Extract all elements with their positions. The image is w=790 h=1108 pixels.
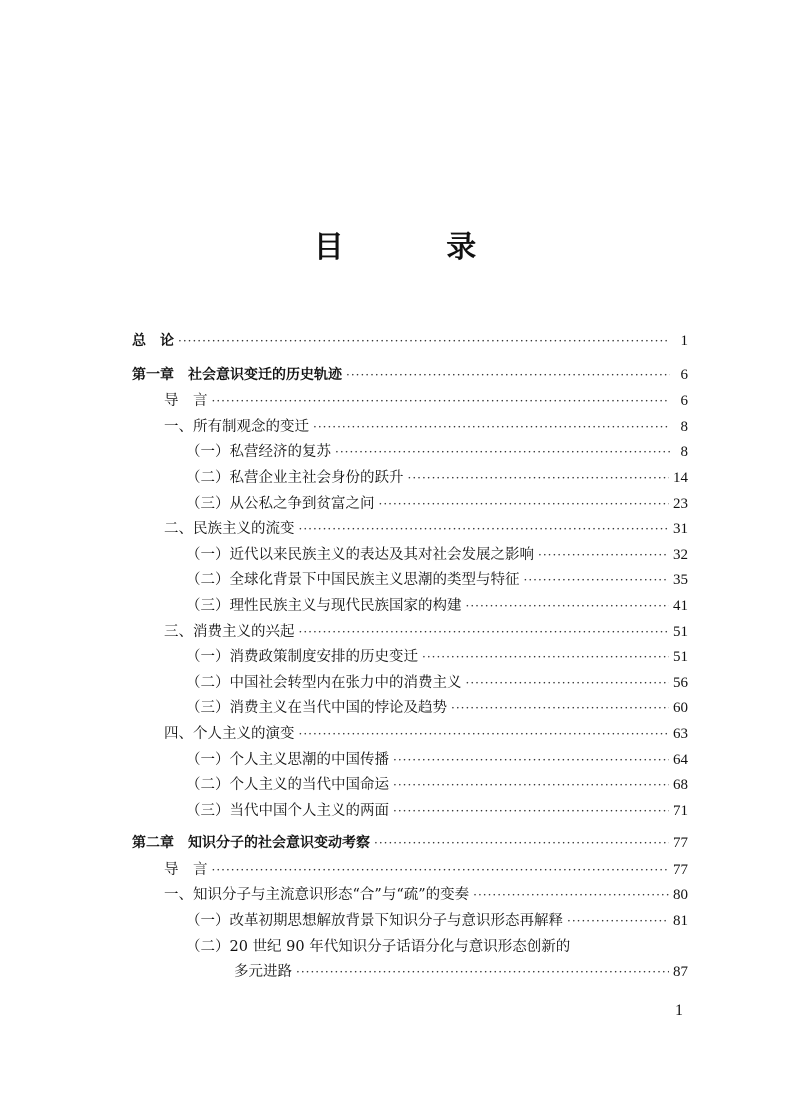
toc-page-number: 35 xyxy=(673,572,688,589)
toc-entry-title: （二）私营企业主社会身份的跃升 xyxy=(186,469,404,486)
toc-entry-title: 三、消费主义的兴起 xyxy=(164,623,295,640)
toc-entry xyxy=(132,883,688,909)
toc-leader-dots xyxy=(393,778,669,792)
toc-leader-dots xyxy=(212,394,671,408)
toc-entry xyxy=(132,492,688,518)
toc-leader-dots xyxy=(313,420,670,434)
toc-leader-dots xyxy=(393,753,669,767)
toc-leader-dots xyxy=(393,804,669,818)
toc-page-number: 31 xyxy=(673,521,688,538)
toc-page-number: 60 xyxy=(673,700,688,717)
page-title: 目 录 xyxy=(313,230,523,265)
toc-entry-title: （一）私营经济的复苏 xyxy=(186,444,331,461)
toc-leader-dots xyxy=(524,573,670,587)
toc-entry xyxy=(132,466,688,492)
toc-entry-title: （二）中国社会转型内在张力中的消费主义 xyxy=(186,674,462,691)
toc-entry-title: 多元进路 xyxy=(234,964,292,981)
toc-entry xyxy=(132,440,688,466)
toc-page-number: 6 xyxy=(680,366,688,383)
toc-page-number: 51 xyxy=(673,623,688,640)
toc-entry-title: （二）全球化背景下中国民族主义思潮的类型与特征 xyxy=(186,572,520,589)
toc-entry-title: 第二章 知识分子的社会意识变动考察 xyxy=(132,835,370,852)
toc-entry xyxy=(132,389,688,415)
toc-leader-dots xyxy=(422,650,669,664)
toc-page-number: 14 xyxy=(673,469,688,486)
toc-entry-title: （一）消费政策制度安排的历史变迁 xyxy=(186,649,418,666)
toc-page-number: 81 xyxy=(673,913,688,930)
toc-entry-title: 第一章 社会意识变迁的历史轨迹 xyxy=(132,366,342,383)
page-number: 1 xyxy=(675,1002,683,1019)
toc-page-number: 77 xyxy=(673,861,688,878)
toc-entry-title: 导 言 xyxy=(164,393,208,410)
toc-page-number: 8 xyxy=(680,444,688,461)
toc-chapter-entry xyxy=(132,364,688,390)
toc-leader-dots xyxy=(451,701,669,715)
toc-entry-title: （三）当代中国个人主义的两面 xyxy=(186,802,389,819)
toc-page-number: 51 xyxy=(673,649,688,666)
toc-entry xyxy=(132,517,688,543)
toc-leader-dots xyxy=(538,548,669,562)
toc-page-number: 1 xyxy=(680,333,688,349)
toc-leader-dots xyxy=(379,497,670,511)
toc-entry-title: （二）个人主义的当代中国命运 xyxy=(186,777,389,794)
toc-entry-title: （二）20 世纪 90 年代知识分子话语分化与意识形态创新的 xyxy=(186,938,571,955)
toc-page-number: 56 xyxy=(673,674,688,691)
toc-entry xyxy=(132,909,688,935)
toc-entry xyxy=(132,748,688,774)
toc-page-number: 8 xyxy=(680,418,688,435)
toc-leader-dots xyxy=(296,965,669,979)
toc-leader-dots xyxy=(178,334,670,348)
toc-page-number: 68 xyxy=(673,777,688,794)
toc-entry xyxy=(132,594,688,620)
toc-entry xyxy=(132,935,688,961)
toc-entry xyxy=(132,858,688,884)
toc-page-number: 71 xyxy=(673,802,688,819)
toc-leader-dots xyxy=(346,368,670,382)
toc-page-number: 6 xyxy=(680,393,688,410)
toc-leader-dots xyxy=(567,914,669,928)
toc-entry xyxy=(132,645,688,671)
toc-entry xyxy=(132,620,688,646)
toc-entry-title: 导 言 xyxy=(164,861,208,878)
toc-leader-dots xyxy=(466,599,670,613)
toc-leader-dots xyxy=(335,445,670,459)
toc-leader-dots xyxy=(466,676,670,690)
toc-page-number: 32 xyxy=(673,546,688,563)
toc-page-number: 41 xyxy=(673,597,688,614)
toc-entry xyxy=(132,696,688,722)
toc-page-number: 77 xyxy=(673,835,688,852)
toc-chapter-entry xyxy=(132,330,688,356)
toc-leader-dots xyxy=(299,522,670,536)
toc-entry-title: （一）近代以来民族主义的表达及其对社会发展之影响 xyxy=(186,546,534,563)
toc-entry-title: （一）个人主义思潮的中国传播 xyxy=(186,751,389,768)
toc-leader-dots xyxy=(299,625,670,639)
toc-entry xyxy=(132,722,688,748)
toc-entry-title: （三）消费主义在当代中国的悖论及趋势 xyxy=(186,700,447,717)
toc-entry-title: 四、个人主义的演变 xyxy=(164,725,295,742)
toc-entry-title: （一）改革初期思想解放背景下知识分子与意识形态再解释 xyxy=(186,913,563,930)
table-of-contents xyxy=(132,330,688,986)
toc-chapter-entry xyxy=(132,832,688,858)
toc-entry-title: （三）从公私之争到贫富之问 xyxy=(186,495,375,512)
toc-entry xyxy=(132,960,688,986)
toc-leader-dots xyxy=(212,863,670,877)
toc-page-number: 80 xyxy=(673,887,688,904)
toc-entry-title: 总 论 xyxy=(132,333,174,349)
toc-entry-title: 二、民族主义的流变 xyxy=(164,521,295,538)
toc-entry xyxy=(132,543,688,569)
toc-page-number: 87 xyxy=(673,964,688,981)
toc-leader-dots xyxy=(408,471,670,485)
toc-page-number: 23 xyxy=(673,495,688,512)
toc-page-number: 63 xyxy=(673,725,688,742)
toc-leader-dots xyxy=(473,888,669,902)
toc-entry xyxy=(132,799,688,825)
toc-entry xyxy=(132,415,688,441)
toc-entry-title: 一、知识分子与主流意识形态“合”与“疏”的变奏 xyxy=(164,887,470,904)
toc-leader-dots xyxy=(374,836,669,850)
toc-page-number: 64 xyxy=(673,751,688,768)
toc-entry xyxy=(132,568,688,594)
toc-entry-title: （三）理性民族主义与现代民族国家的构建 xyxy=(186,597,462,614)
toc-entry xyxy=(132,671,688,697)
toc-entry-title: 一、所有制观念的变迁 xyxy=(164,418,309,435)
toc-leader-dots xyxy=(299,727,670,741)
toc-entry xyxy=(132,773,688,799)
